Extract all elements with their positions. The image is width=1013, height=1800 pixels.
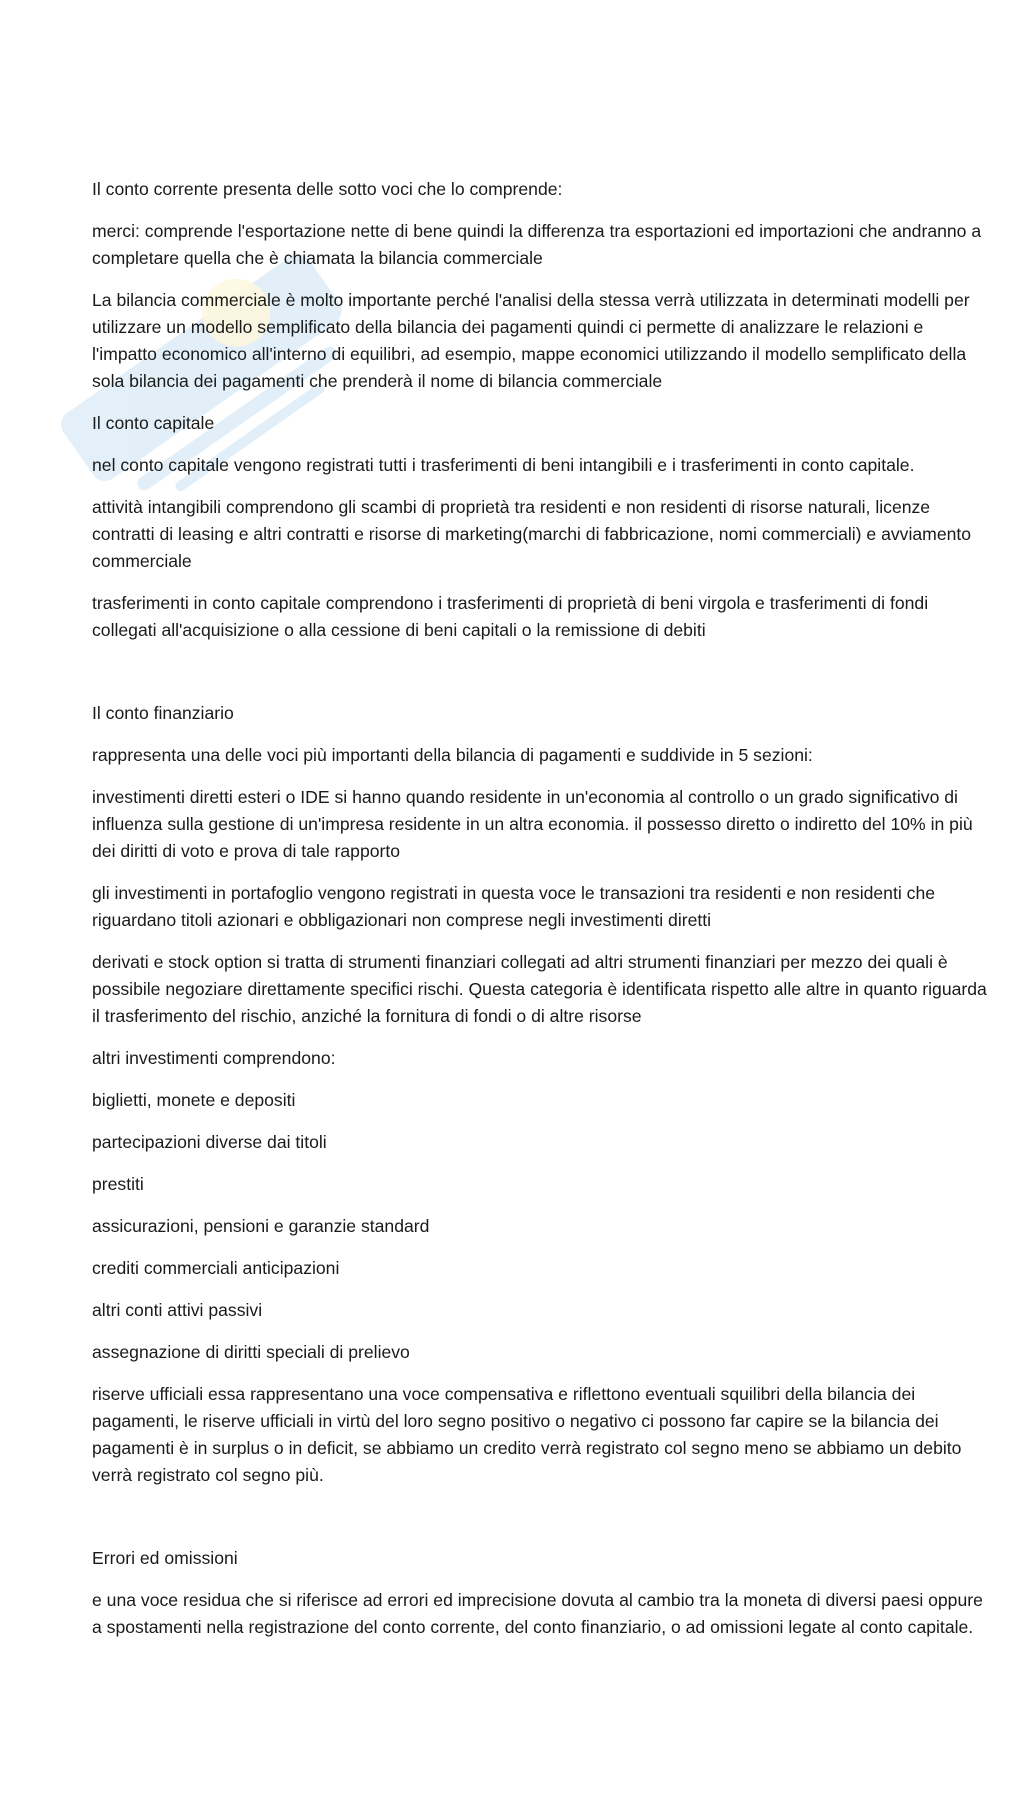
heading-errori-omissioni: Errori ed omissioni bbox=[92, 1548, 238, 1568]
paragraph-attivita-intangibili: attività intangibili comprendono gli scambi di proprietà tra residenti e non residenti di risorse naturali, licenze contratti di leasing e altri contratti e risorse di marketing(marchi di fabbricazione, nomi commerciali) e avviamento commerciale bbox=[92, 497, 972, 571]
paragraph-ide: investimenti diretti esteri o IDE si hanno quando residente in un'economia al controllo o un grado significativo di influenza sulla gestione di un'impresa residente in un altra economia. il possesso diretto o indiretto del 10% in più dei diritti di voto e prova di tale rapporto bbox=[92, 787, 973, 861]
list-item: altri conti attivi passivi bbox=[92, 1300, 263, 1320]
paragraph-errori-omissioni: e una voce residua che si riferisce ad errori ed imprecisione dovuta al cambio tra la moneta di diversi paesi oppure a spostamenti nella registrazione del conto corrente, del conto finanziario, o ad omissioni legate al conto capitale. bbox=[92, 1590, 983, 1637]
paragraph-intro: Il conto corrente presenta delle sotto voci che lo comprende: bbox=[92, 179, 563, 199]
heading-conto-capitale: Il conto capitale bbox=[92, 413, 215, 433]
list-item: crediti commerciali anticipazioni bbox=[92, 1258, 340, 1278]
section-gap bbox=[92, 659, 987, 700]
paragraph-conto-finanziario: rappresenta una delle voci più importanti della bilancia di pagamenti e suddivide in 5 sezioni: bbox=[92, 745, 813, 765]
section-gap bbox=[92, 1504, 987, 1545]
document-body bbox=[92, 176, 987, 1656]
list-item: biglietti, monete e depositi bbox=[92, 1090, 296, 1110]
paragraph-derivati: derivati e stock option si tratta di strumenti finanziari collegati ad altri strumenti finanziari per mezzo dei quali è possibile negoziare direttamente specifici rischi. Questa categoria è identificata rispetto alle altre in quanto riguarda il trasferimento del rischio, anziché la fornitura di fondi o di altre risorse bbox=[92, 952, 987, 1026]
heading-conto-finanziario: Il conto finanziario bbox=[92, 703, 234, 723]
paragraph-trasferimenti: trasferimenti in conto capitale comprendono i trasferimenti di proprietà di beni virgola e trasferimenti di fondi collegati all'acquisizione o alla cessione di beni capitali o la remissione di debiti bbox=[92, 593, 929, 640]
list-item: partecipazioni diverse dai titoli bbox=[92, 1132, 327, 1152]
paragraph-portafoglio: gli investimenti in portafoglio vengono registrati in questa voce le transazioni tra residenti e non residenti che riguardano titoli azionari e obbligazionari non comprese negli investimenti diretti bbox=[92, 883, 936, 930]
paragraph-riserve-ufficiali: riserve ufficiali essa rappresentano una voce compensativa e riflettono eventuali squilibri della bilancia dei pagamenti, le riserve ufficiali in virtù del loro segno positivo o negativo ci possono far capire se la bilancia dei pagamenti è in surplus o in deficit, se abbiamo un credito verrà registrato col segno meno se abbiamo un debito verrà registrato col segno più. bbox=[92, 1384, 962, 1485]
paragraph-conto-capitale: nel conto capitale vengono registrati tutti i trasferimenti di beni intangibili e i trasferimenti in conto capitale. bbox=[92, 455, 915, 475]
list-item: assicurazioni, pensioni e garanzie standard bbox=[92, 1216, 430, 1236]
paragraph-merci: merci: comprende l'esportazione nette di bene quindi la differenza tra esportazioni ed importazioni che andranno a completare quella che è chiamata la bilancia commerciale bbox=[92, 221, 982, 268]
list-item: assegnazione di diritti speciali di prelievo bbox=[92, 1342, 410, 1362]
paragraph-bilancia-commerciale: La bilancia commerciale è molto importante perché l'analisi della stessa verrà utilizzata in determinati modelli per utilizzare un modello semplificato della bilancia dei pagamenti quindi ci permette di analizzare le relazioni e l'impatto economico all'interno di equilibri, ad esempio, mappe economici utilizzando il modello semplificato della sola bilancia dei pagamenti che prenderà il nome di bilancia commerciale bbox=[92, 290, 970, 391]
paragraph-altri-investimenti: altri investimenti comprendono: bbox=[92, 1048, 336, 1068]
list-item: prestiti bbox=[92, 1174, 144, 1194]
